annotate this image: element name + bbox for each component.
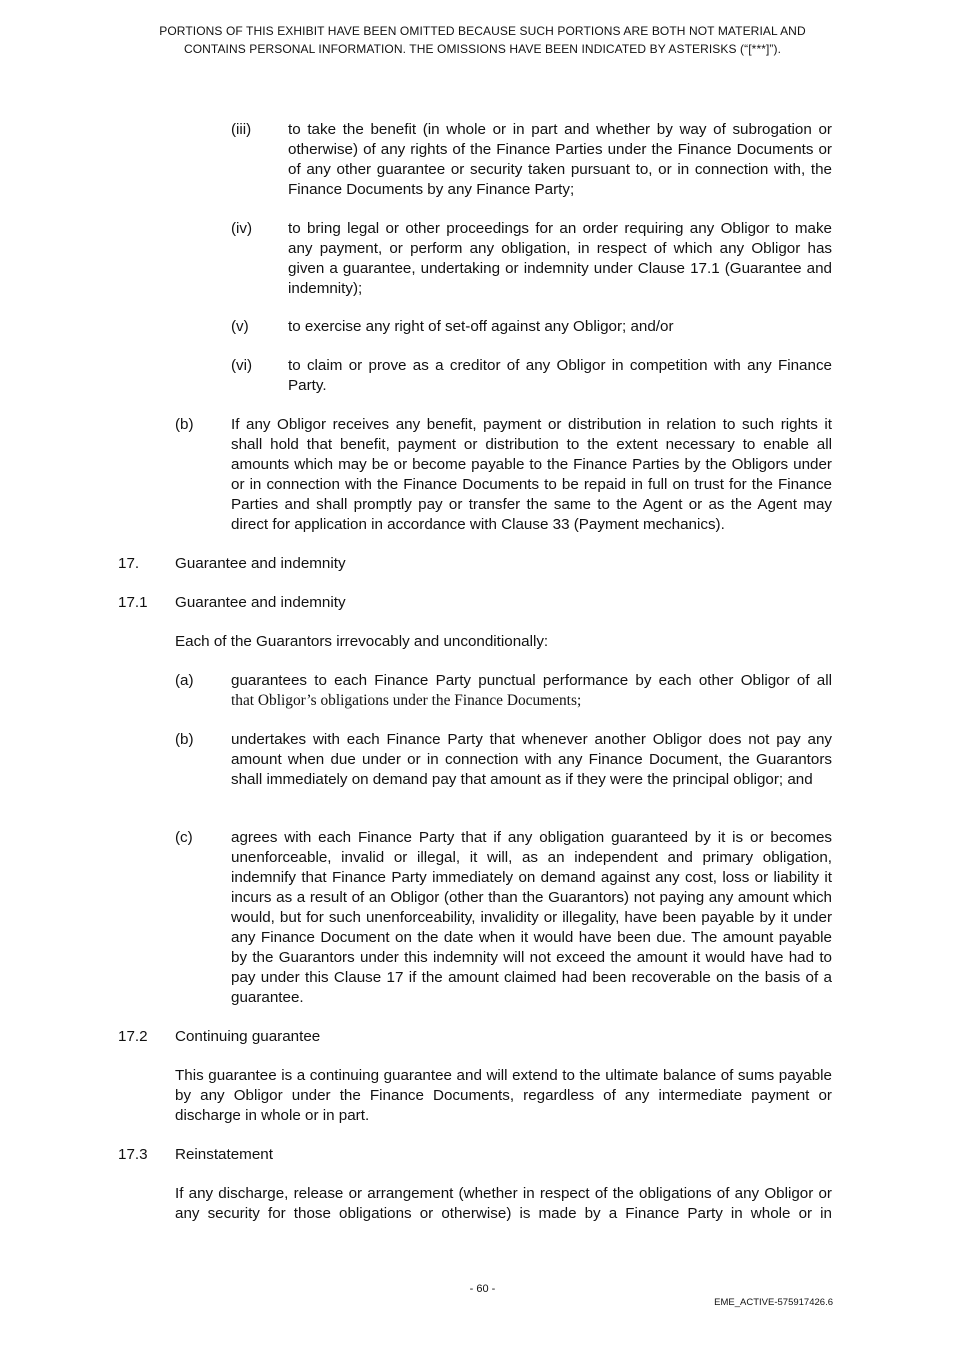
subclause-number: (iv) xyxy=(231,220,253,237)
redaction-notice-line-2: CONTAINS PERSONAL INFORMATION. THE OMISSIONS HAVE BEEN INDICATED BY ASTERISKS (“[***]”). xyxy=(183,42,782,56)
clause-number: 17. xyxy=(118,555,140,572)
clause-heading: Guarantee and indemnity xyxy=(175,555,346,572)
redaction-notice xyxy=(0,22,965,58)
page-number: - 60 - xyxy=(469,1283,496,1295)
subclause-text: to take the benefit (in whole or in part and whether by way of subrogation or otherwise) of any rights of the Finance Parties under the Finance Documents or of any other guarantee or security taken pursuant to, or in connection with, the Finance Documents by any Finance Party; xyxy=(288,121,832,198)
subclause-text: to exercise any right of set-off against any Obligor; and/or xyxy=(288,318,674,335)
clause-number: 17.1 xyxy=(118,594,148,611)
clause-heading: Guarantee and indemnity xyxy=(175,594,346,611)
clause-number: 17.2 xyxy=(118,1028,148,1045)
clause-text: This guarantee is a continuing guarantee and will extend to the ultimate balance of sums payable by any Obligor under the Finance Documents, regardless of any intermediate payment or discharge in whole or in part. xyxy=(175,1067,832,1124)
redaction-notice-line-1: PORTIONS OF THIS EXHIBIT HAVE BEEN OMITTED BECAUSE SUCH PORTIONS ARE BOTH NOT MATERIAL AND xyxy=(159,24,806,38)
paragraph-number: (b) xyxy=(175,416,194,433)
subclause-number: (vi) xyxy=(231,357,253,374)
subclause-number: (iii) xyxy=(231,121,252,138)
clause-intro: Each of the Guarantors irrevocably and unconditionally: xyxy=(175,633,549,650)
subclause-number: (v) xyxy=(231,318,249,335)
item-number: (c) xyxy=(175,829,193,846)
clause-text: If any discharge, release or arrangement (whether in respect of the obligations of any Obligor or any security for those obligations or otherwise) is made by a Finance Party in whole or in xyxy=(175,1185,832,1222)
item-number: (a) xyxy=(175,672,194,689)
item-text-line-2: that Obligor’s obligations under the Finance Documents; xyxy=(231,692,582,709)
clause-heading: Reinstatement xyxy=(175,1146,273,1163)
item-text xyxy=(231,671,832,711)
item-text: agrees with each Finance Party that if any obligation guaranteed by it is or becomes unenforceable, invalid or illegal, it will, as an independent and primary obligation, indemnify that Finance Party immediately on demand against any cost, loss or liability it incurs as a result of an Obligor (other than the Guarantors) not paying any amount which would, but for such unenforceability, invalidity or illegality, have been payable by it under any Finance Document on the date when it would have been due. The amount payable by the Guarantors under this indemnity will not exceed the amount it would have had to pay under this Clause 17 if the amount claimed had been recoverable on the basis of a guarantee. xyxy=(231,829,832,1006)
subclause-text: to bring legal or other proceedings for an order requiring any Obligor to make any payment, or perform any obligation, in respect of which any Obligor has given a guarantee, undertaking or indemnity under Clause 17.1 (Guarantee and indemnity); xyxy=(288,220,832,297)
clause-heading: Continuing guarantee xyxy=(175,1028,321,1045)
item-number: (b) xyxy=(175,731,194,748)
document-reference: EME_ACTIVE-575917426.6 xyxy=(714,1297,833,1308)
item-text: undertakes with each Finance Party that whenever another Obligor does not pay any amount when due under or in connection with any Finance Document, the Guarantors shall immediately on demand pay that amount as if they were the principal obligor; and xyxy=(231,731,832,788)
clause-number: 17.3 xyxy=(118,1146,148,1163)
subclause-text: to claim or prove as a creditor of any Obligor in competition with any Finance Party. xyxy=(288,357,832,394)
item-text-line-1: guarantees to each Finance Party punctual performance by each other Obligor of all xyxy=(231,672,832,689)
paragraph-text: If any Obligor receives any benefit, payment or distribution in relation to such rights it shall hold that benefit, payment or distribution to the extent necessary to enable all amounts which may be or become payable to the Finance Parties by the Obligors under or in connection with the Finance Documents to be repaid in full on trust for the Finance Parties and shall promptly pay or transfer the same to the Agent or as the Agent may direct for application in accordance with Clause 33 (Payment mechanics). xyxy=(231,416,832,533)
